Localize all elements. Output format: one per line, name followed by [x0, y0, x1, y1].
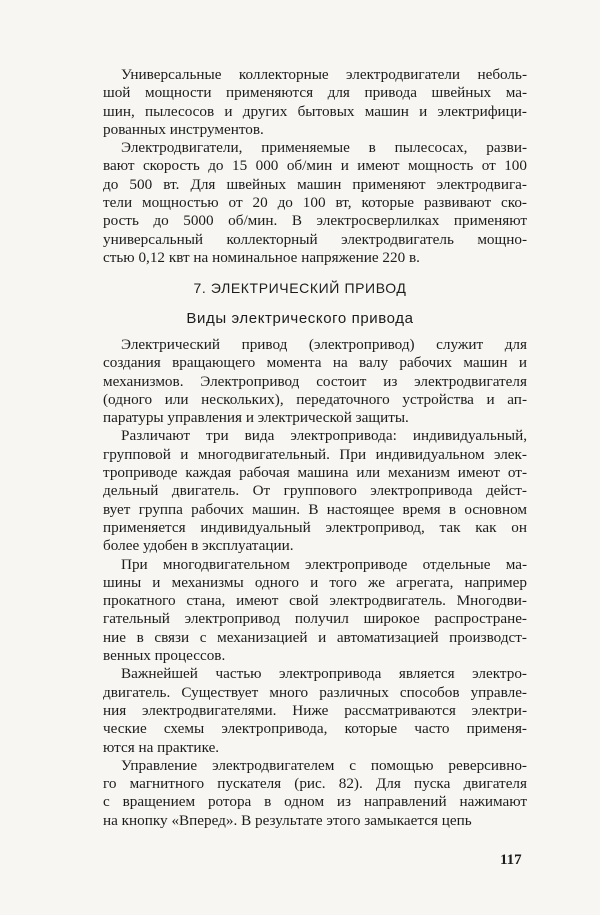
- text-line: ния электродвигателями. Ниже рассматриваются электри-: [103, 701, 527, 719]
- text-block-main: [103, 336, 527, 830]
- text-line: венных процессов.: [103, 647, 226, 665]
- text-line: на кнопку «Вперед». В результате этого замыкается цепь: [103, 811, 472, 829]
- text-line: ние в связи с механизацией и автоматизацией производст-: [103, 628, 527, 646]
- text-line: вует группа рабочих машин. В настоящее время в основном: [103, 500, 527, 518]
- text-line: стью 0,12 квт на номинальное напряжение 220 в.: [103, 248, 420, 266]
- text-line: дельный двигатель. От группового электропривода дейст-: [103, 482, 527, 500]
- text-block-top: [103, 66, 527, 267]
- text-line: Электродвигатели, применяемые в пылесосах, разви-: [121, 139, 527, 157]
- text-line: двигатель. Существует много различных способов управле-: [103, 683, 527, 701]
- text-line: Важнейшей частью электропривода является электро-: [121, 665, 527, 683]
- text-line: до 500 вт. Для швейных машин применяют электродвига-: [103, 175, 527, 193]
- paragraph: [103, 665, 527, 756]
- text-line: более удобен в эксплуатации.: [103, 537, 294, 555]
- text-line: троприводе каждая рабочая машина или механизм имеют от-: [103, 464, 527, 482]
- text-line: шин, пылесосов и других бытовых машин и электрифици-: [103, 102, 527, 120]
- text-line: шой мощности применяются для привода швейных ма-: [103, 84, 527, 102]
- text-line: тели мощностью от 20 до 100 вт, которые развивают ско-: [103, 194, 527, 212]
- text-line: го магнитного пускателя (рис. 82). Для пуска двигателя: [103, 775, 527, 793]
- paragraph: [103, 66, 527, 139]
- text-line: групповой и многодвигательный. При индивидуальном элек-: [103, 445, 527, 463]
- text-line: Различают три вида электропривода: индивидуальный,: [121, 427, 527, 445]
- paragraph: [103, 757, 527, 830]
- text-line: вают скорость до 15 000 об/мин и имеют мощность от 100: [103, 157, 527, 175]
- text-line: создания вращающего момента на валу рабочих машин и: [103, 354, 527, 372]
- text-line: Управление электродвигателем с помощью реверсивно-: [121, 756, 527, 774]
- text-line: гательный электропривод получил широкое распростране-: [103, 610, 527, 628]
- text-line: применяется индивидуальный электропривод, так как он: [103, 518, 527, 536]
- text-line: рованных инструментов.: [103, 120, 264, 138]
- text-line: рость до 5000 об/мин. В электросверлилках применяют: [103, 212, 527, 230]
- chapter-title: 7. ЭЛЕКТРИЧЕСКИЙ ПРИВОД: [193, 280, 407, 296]
- paragraph: [103, 336, 527, 427]
- section-title: Виды электрического привода: [186, 310, 414, 327]
- text-line: ческие схемы электропривода, которые часто применя-: [103, 720, 527, 738]
- paragraph: [103, 139, 527, 267]
- text-line: универсальный коллекторный электродвигатель мощно-: [103, 230, 527, 248]
- text-line: Электрический привод (электропривод) служит для: [121, 336, 527, 353]
- text-line: (одного или нескольких), передаточного устройства и ап-: [103, 390, 527, 408]
- text-line: механизмов. Электропривод состоит из электродвигателя: [103, 372, 527, 390]
- text-line: с вращением ротора в одном из направлений нажимают: [103, 793, 527, 811]
- page-number: 117: [500, 852, 522, 868]
- text-line: паратуры управления и электрической защиты.: [103, 409, 409, 427]
- text-line: шины и механизмы одного и того же агрегата, например: [103, 573, 527, 591]
- text-line: ются на практике.: [103, 738, 220, 756]
- text-line: При многодвигательном электроприводе отдельные ма-: [121, 555, 527, 573]
- paragraph: [103, 556, 527, 666]
- text-line: Универсальные коллекторные электродвигатели неболь-: [121, 66, 527, 83]
- paragraph: [103, 427, 527, 555]
- text-line: прокатного стана, имеют свой электродвигатель. Многодви-: [103, 592, 527, 610]
